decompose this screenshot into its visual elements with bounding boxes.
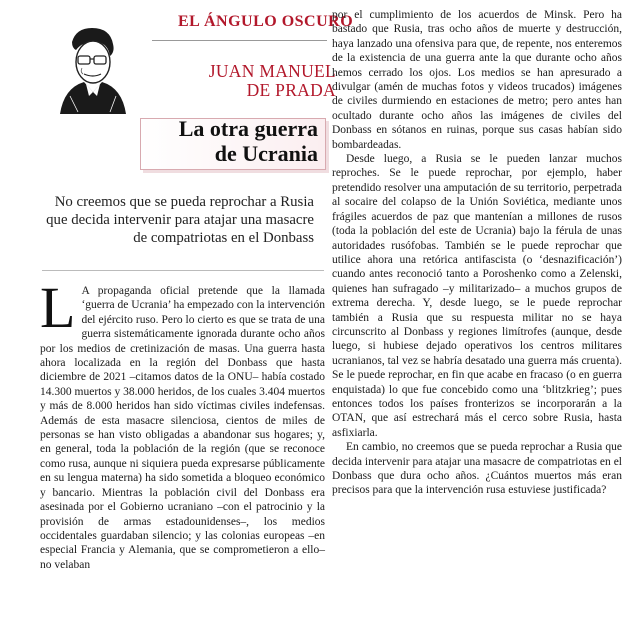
article-paragraph: En cambio, no creemos que se pueda reprochar a Rusia que decida intervenir para atajar una masacre de compatriotas en el Donbass que dura ocho años. ¿Cuántos muertos más eran precisos para que la intervención rusa estuviese justificada? bbox=[332, 441, 622, 497]
article-paragraph: Desde luego, a Rusia se le pueden lanzar muchos reproches. Se le puede reprochar, por ejemplo, haber pretendido resolver una amputación de su territorio, perpetrada al socaire del colapso de la Unión Soviética, mediante unos frágiles acuerdos de paz que mantenían a millones de rusos (toda la población del este de Ucrania) bajo la férula de unas autoridades rusófobas. También se le puede reprochar que utilice ahora una retórica antifascista (o ‘desnazificación’) cuando antes reconoció tanto a Poroshenko como a Zelenski, quienes han sufragado –y militarizado– a muchos grupos de extrema derecha. Y, desde luego, se le puede reprochar también a Rusia que su respuesta militar no se haya circunscrito al Donbass y regiones limítrofes (aunque, desde luego, si hubiese dejado operativos los centros militares ucranianos, tal vez se habría desatado una guerra más cruenta). Se le puede reprochar, en fin que acabe en fracaso (o en guerra enquistada) lo que fue concebido como una ‘blitzkrieg’; pues entonces todos los países fronterizos se incorporarán a la OTAN, que así estrechará más el cerco sobre Rusia, hasta asfixiarla. bbox=[332, 153, 622, 439]
article-paragraph-text: A propaganda oficial pretende que la llamada ‘guerra de Ucrania’ ha empezado con la intervención del ejército ruso. Pero lo cierto es que se trata de una guerra sistemáticamente ignorada durante ocho años por los medios de cretinización de masas. Una guerra hasta ahora localizada en la región del Donbass que hasta diciembre de 2021 –citamos datos de la ONU– había costado 14.300 muertos y 38.000 heridos, de los cuales 3.404 muertos y más de 8.000 heridos han sido víctimas civiles indefensas. Además de esta masacre silenciosa, cientos de miles de personas se han visto obligadas a abandonar sus hogares; y, en general, toda la población de la región (que se reconoce como rusa, aunque ni siquiera pueda expresarse públicamente en su lengua materna) ha sido sometida a bloqueo económico y bancario. Mientras la población civil del Donbass era asesinada por el Gobierno ucraniano –con el patrocinio y la provisión de armas estadounidenses–, los medios occidentales guardaban silencio; y las colonias europeas –en especial Francia y Alemania, que se comprometieron a ello– no velaban bbox=[40, 285, 325, 571]
headline bbox=[140, 116, 318, 166]
article-paragraph bbox=[40, 275, 325, 572]
author-name-line1: JUAN MANUEL bbox=[208, 61, 336, 81]
article-column-left bbox=[40, 275, 325, 572]
headline-line2: de Ucrania bbox=[214, 141, 318, 166]
article-paragraph: por el cumplimiento de los acuerdos de Minsk. Pero ha bastado que Rusia, tras ocho años de muerte y destrucción, haya lanzado una ofensiva para que, de repente, nos enteremos de la existencia de una guerra ante la que durante ocho años hemos cerrado los ojos. Los medios se han apresurado a divulgar (amén de muchas fotos y videos trucados) imágenes de civiles durmiendo en estaciones de metro; pero antes han ocultado durante ocho años las imágenes de civiles del Donbass en sótanos en ruinas, porque sus casas habían sido bombardeadas. bbox=[332, 9, 622, 151]
headline-line1: La otra guerra bbox=[178, 116, 318, 141]
subhead-divider bbox=[42, 270, 324, 271]
article-column-right bbox=[332, 8, 622, 498]
author-portrait bbox=[50, 22, 130, 114]
author-name bbox=[176, 62, 336, 100]
subheadline: No creemos que se pueda reprochar a Rusia que decida intervenir para atajar una masacre de compatriotas en el Donbass bbox=[46, 194, 314, 246]
drop-cap: L bbox=[40, 275, 76, 340]
author-name-line2: DE PRADA bbox=[246, 80, 336, 100]
section-title: EL ÁNGULO OSCURO bbox=[178, 13, 354, 30]
title-divider bbox=[152, 40, 327, 41]
